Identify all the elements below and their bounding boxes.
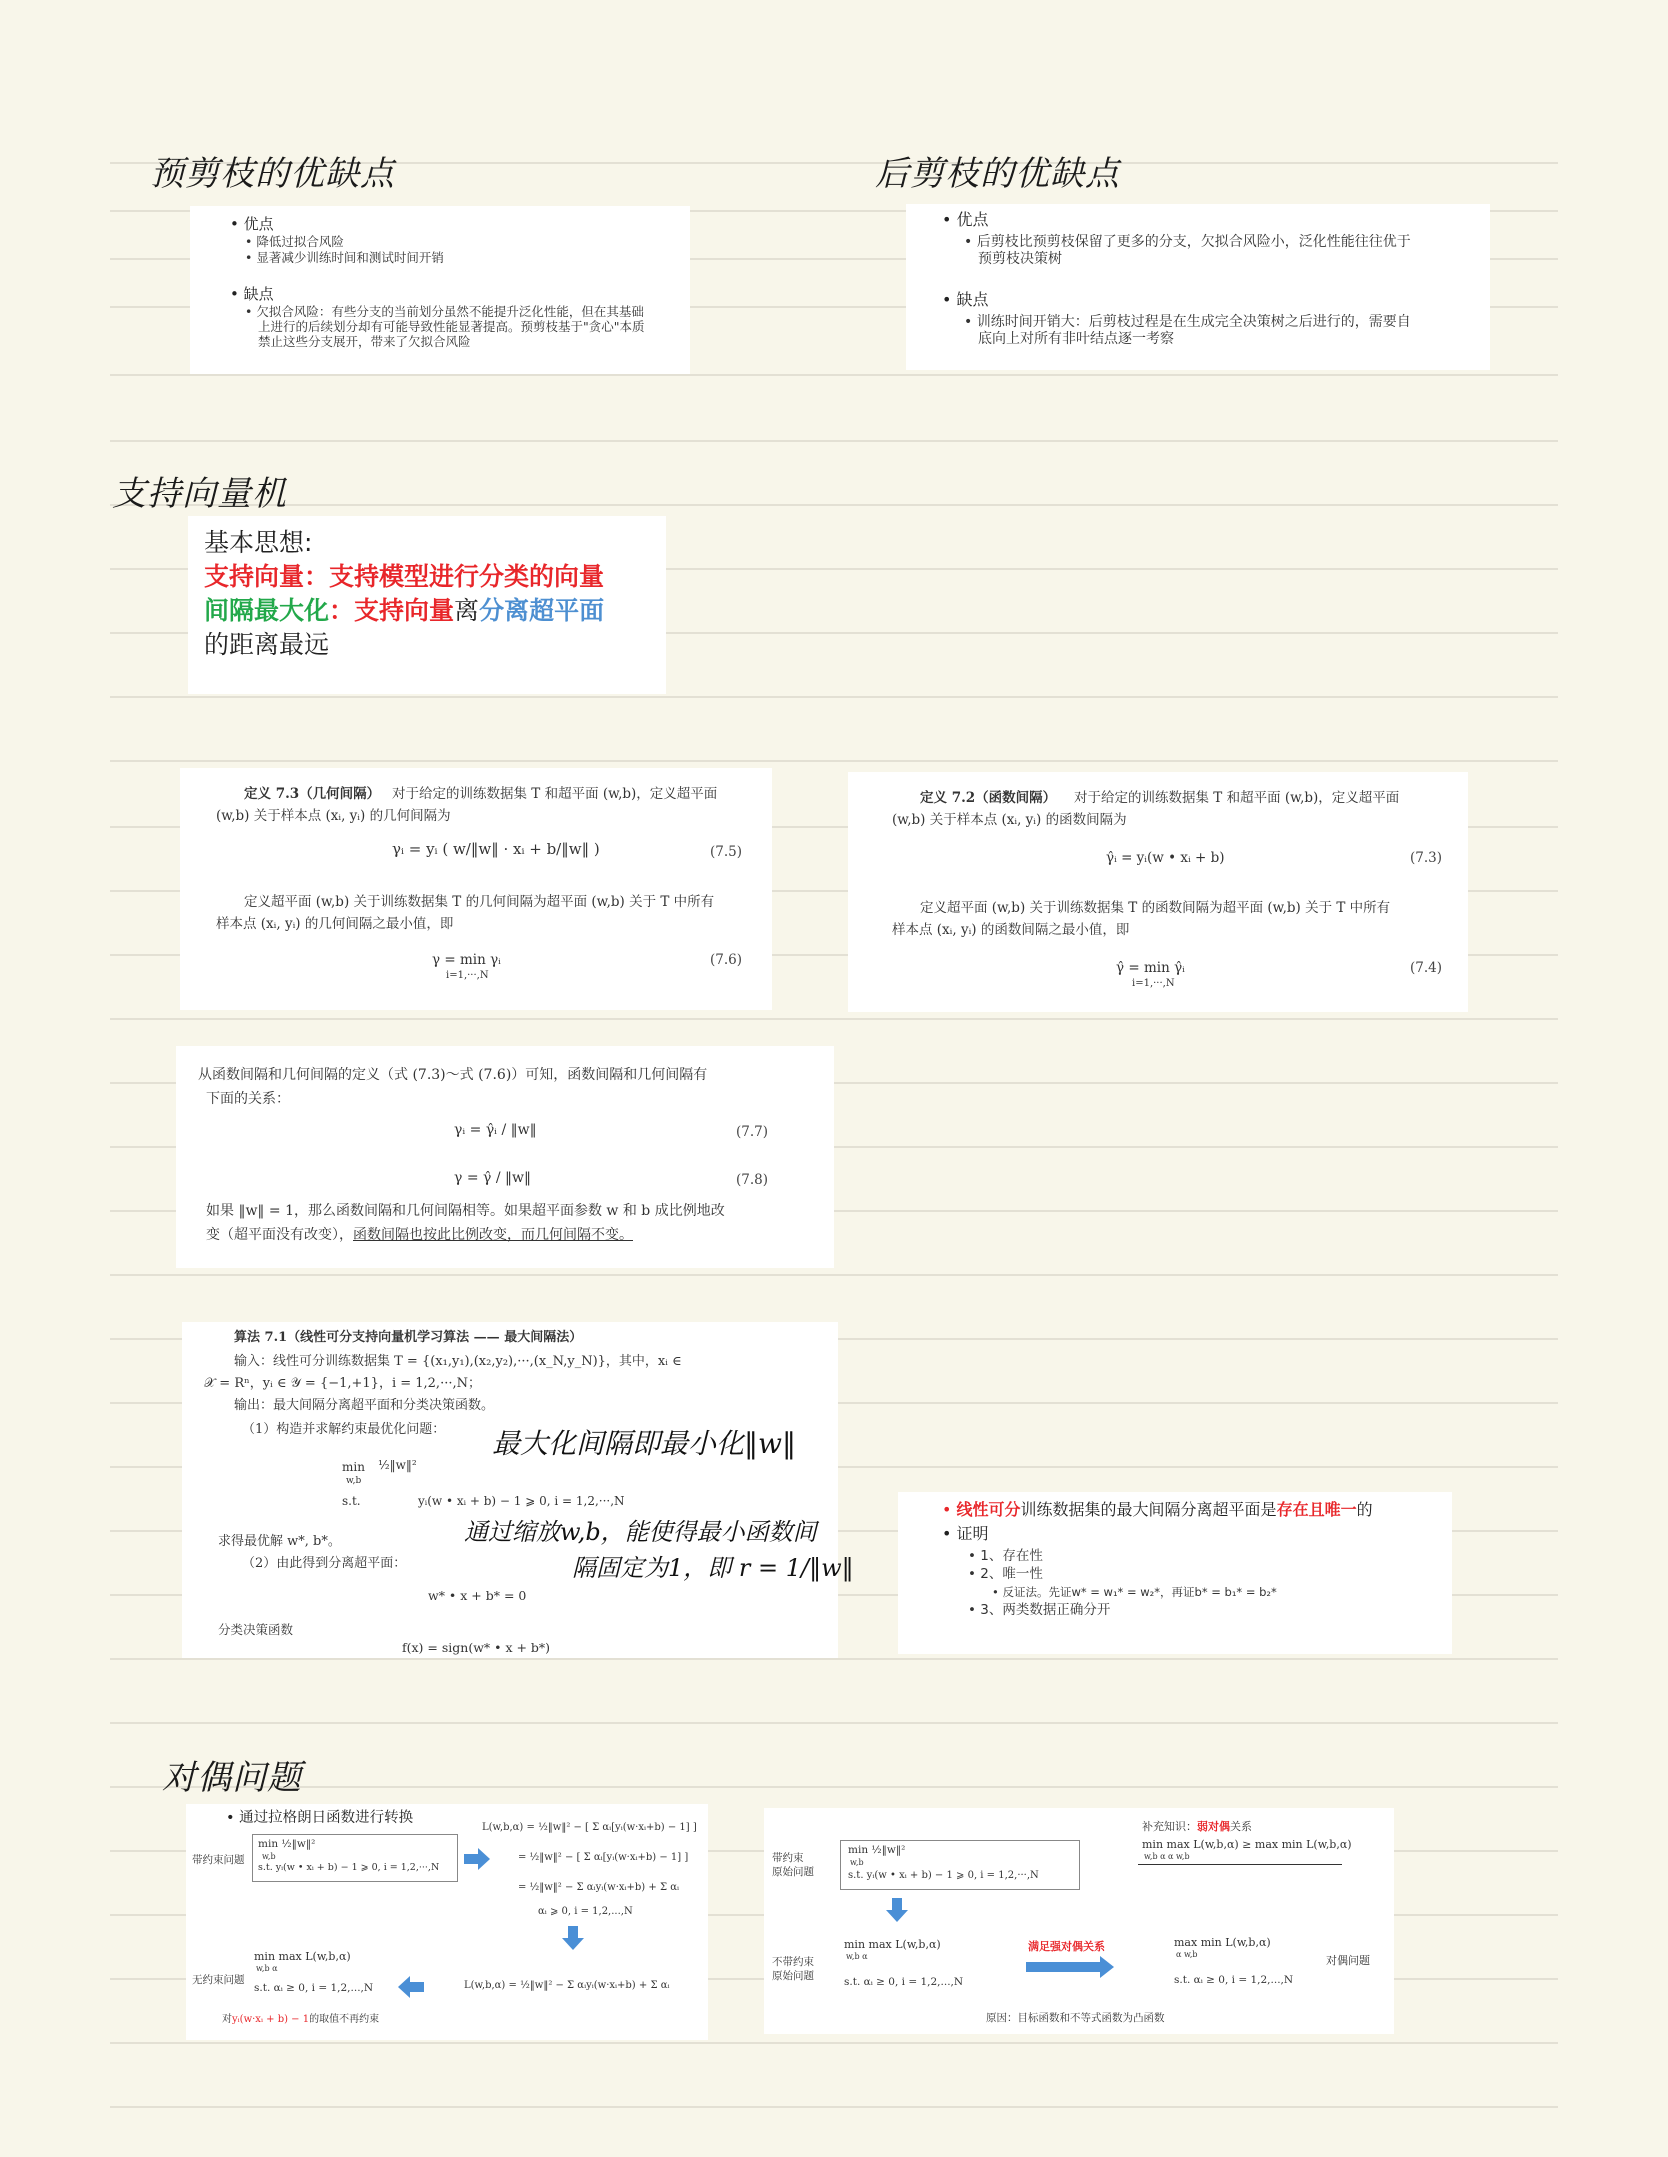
idea-line4: 的距离最远 bbox=[204, 630, 330, 659]
unconstrained-label: 无约束问题 bbox=[192, 1974, 245, 1986]
orig-unconstrained-label: 不带约束 bbox=[772, 1956, 814, 1968]
primal-objective-sub: w,b bbox=[850, 1858, 864, 1867]
primal-objective: min ½‖w‖² bbox=[258, 1838, 316, 1850]
heading-postpruning: 后剪枝的优缺点 bbox=[875, 154, 1120, 194]
note-post: 的取值不再约束 bbox=[309, 2014, 380, 2025]
minmax-expression: min max L(w,b,α) bbox=[254, 1950, 351, 1963]
cons-title: • 缺点 bbox=[942, 290, 989, 309]
algo-title: 算法 7.1（线性可分支持向量机学习算法 —— 最大间隔法） bbox=[234, 1330, 583, 1345]
relation-text: 从函数间隔和几何间隔的定义（式 (7.3)～式 (7.6)）可知，函数间隔和几何间隔有 bbox=[198, 1067, 708, 1083]
equation: γ = γ̂ / ‖w‖ bbox=[454, 1170, 531, 1186]
ruled-line bbox=[110, 2106, 1558, 2108]
def-title: 定义 7.3（几何间隔） bbox=[244, 786, 381, 802]
algo-text: 输出：最大间隔分离超平面和分类决策函数。 bbox=[234, 1398, 495, 1413]
algo-min-sub: w,b bbox=[346, 1476, 362, 1486]
algo-st: s.t. bbox=[342, 1494, 361, 1508]
def-text: 定义超平面 (w,b) 关于训练数据集 T 的几何间隔为超平面 (w,b) 关于 T 中所有 bbox=[244, 894, 715, 910]
idea-line2 bbox=[204, 560, 604, 594]
proof-subitem: • 反证法。先证w* = w₁* = w₂*，再证b* = b₁* = b₂* bbox=[992, 1585, 1277, 1599]
proof-item: • 2、唯一性 bbox=[968, 1566, 1043, 1582]
ruled-line bbox=[110, 1722, 1558, 1724]
pros-item: • 降低过拟合风险 bbox=[245, 234, 344, 249]
algo-objective: ½‖w‖² bbox=[378, 1458, 417, 1472]
cons-line: • 训练时间开销大：后剪枝过程是在生成完全决策树之后进行的，需要自 bbox=[964, 314, 1411, 330]
equation: w* • x + b* = 0 bbox=[428, 1588, 527, 1603]
def-text: 对于给定的训练数据集 T 和超平面 (w,b)，定义超平面 bbox=[1074, 790, 1400, 806]
equation: γ = min γᵢ bbox=[432, 952, 501, 968]
algo-text: 𝒳 = Rⁿ，yᵢ ∈ 𝒴 = {−1,+1}，i = 1,2,···,N； bbox=[204, 1376, 481, 1391]
algo-text: （2）由此得到分离超平面： bbox=[242, 1556, 407, 1571]
heading-prepruning: 预剪枝的优缺点 bbox=[150, 154, 395, 194]
lagrangian-line: = ½‖w‖² − [ Σ αᵢ[yᵢ(w·xᵢ+b) − 1] ] bbox=[518, 1852, 689, 1863]
relation-text bbox=[206, 1224, 633, 1244]
alpha-constraint: s.t. αᵢ ≥ 0, i = 1,2,...,N bbox=[254, 1982, 374, 1994]
ruled-line bbox=[110, 1274, 1558, 1276]
def-geometric-margin bbox=[180, 768, 772, 1010]
lagrange-card bbox=[186, 1804, 708, 2040]
handwritten-note: 通过缩放w,b，能使得最小函数间 bbox=[464, 1518, 817, 1546]
maxmin-sub: α w,b bbox=[1176, 1950, 1198, 1959]
primal-constraint: s.t. yᵢ(w • xᵢ + b) − 1 ⩾ 0, i = 1,2,···,N bbox=[848, 1870, 1039, 1881]
equation: γ̂ᵢ = yᵢ(w • xᵢ + b) bbox=[1106, 850, 1225, 866]
statement-mid: 训练数据集的最大间隔分离超平面是 bbox=[1020, 1500, 1277, 1519]
equation-number: (7.5) bbox=[710, 844, 743, 860]
svm-idea-card bbox=[188, 516, 666, 694]
equation: γᵢ = γ̂ᵢ / ‖w‖ bbox=[454, 1122, 537, 1138]
note-red: yᵢ(w·xᵢ + b) − 1 bbox=[232, 2014, 310, 2025]
relation-text-a: 变（超平面没有改变）， bbox=[206, 1227, 353, 1243]
minmax-sub: w,b α bbox=[256, 1964, 278, 1973]
statement-end: 的 bbox=[1356, 1500, 1373, 1519]
pros-line: 预剪枝决策树 bbox=[978, 251, 1062, 267]
equation: γ̂ = min γ̂ᵢ bbox=[1116, 960, 1185, 976]
maxmin-expression: max min L(w,b,α) bbox=[1174, 1936, 1271, 1949]
colon: ： bbox=[329, 596, 355, 625]
ruled-line bbox=[110, 440, 1558, 442]
cons-line: 底向上对所有非叶结点逐一考察 bbox=[978, 331, 1174, 347]
cons-line: 禁止这些分支展开，带来了欠拟合风险 bbox=[258, 334, 471, 349]
supp-red: 弱对偶 bbox=[1197, 1820, 1230, 1833]
linear-separable: 线性可分 bbox=[956, 1500, 1021, 1519]
equation-subscript: i=1,···,N bbox=[446, 970, 489, 981]
margin-term: 间隔最大化 bbox=[204, 596, 330, 625]
orig-constrained-label: 带约束 bbox=[772, 1852, 804, 1864]
equation-number: (7.7) bbox=[736, 1124, 769, 1140]
equation-number: (7.4) bbox=[1410, 960, 1443, 976]
def-text: 样本点 (xᵢ, yᵢ) 的函数间隔之最小值，即 bbox=[892, 922, 1130, 938]
hyperplane-term: 分离超平面 bbox=[479, 596, 605, 625]
relation-text: 如果 ‖w‖ = 1，那么函数间隔和几何间隔相等。如果超平面参数 w 和 b 成比例地改 bbox=[206, 1203, 725, 1219]
weak-duality-sub: w,b α α w,b bbox=[1144, 1852, 1190, 1861]
ruled-line bbox=[110, 760, 1558, 762]
weak-underline bbox=[1138, 1864, 1342, 1865]
cons-line: 上进行的后续划分却有可能导致性能显著提高。预剪枝基于"贪心"本质 bbox=[258, 319, 645, 334]
lagrangian-line: = ½‖w‖² − Σ αᵢyᵢ(w·xᵢ+b) + Σ αᵢ bbox=[518, 1882, 679, 1893]
ruled-line bbox=[110, 1018, 1558, 1020]
primal-objective-sub: w,b bbox=[262, 1852, 276, 1861]
exists-unique: 存在且唯一 bbox=[1276, 1500, 1357, 1519]
handwritten-note: 隔固定为1，即 r = 1/‖w‖ bbox=[572, 1554, 854, 1582]
lagrange-note bbox=[222, 2010, 379, 2025]
minmax-expression: min max L(w,b,α) bbox=[844, 1938, 941, 1951]
algo-constraint: yᵢ(w • xᵢ + b) − 1 ⩾ 0, i = 1,2,···,N bbox=[418, 1494, 625, 1508]
handwritten-note: 最大化间隔即最小化‖w‖ bbox=[492, 1427, 796, 1460]
cons-title: • 缺点 bbox=[230, 285, 274, 303]
uniqueness-statement bbox=[942, 1500, 1373, 1520]
alpha-constraint: s.t. αᵢ ≥ 0, i = 1,2,...,N bbox=[1174, 1974, 1294, 1986]
ruled-line bbox=[110, 504, 1558, 506]
pros-item: • 显著减少训练时间和测试时间开销 bbox=[245, 250, 444, 265]
def-text: 对于给定的训练数据集 T 和超平面 (w,b)，定义超平面 bbox=[392, 786, 718, 802]
margin-relation-card bbox=[176, 1046, 834, 1268]
prepruning-card bbox=[190, 206, 690, 374]
postpruning-card bbox=[906, 204, 1490, 370]
def-text: (w,b) 关于样本点 (xᵢ, yᵢ) 的几何间隔为 bbox=[216, 808, 451, 824]
equation-subscript: i=1,···,N bbox=[1132, 978, 1175, 989]
proof-item: • 3、两类数据正确分开 bbox=[968, 1602, 1111, 1618]
pros-line: • 后剪枝比预剪枝保留了更多的分支，欠拟合风险小，泛化性能往往优于 bbox=[964, 234, 1411, 250]
algo-text: 求得最优解 w*, b*。 bbox=[218, 1534, 341, 1549]
equation: γᵢ = yᵢ ( w/‖w‖ · xᵢ + b/‖w‖ ) bbox=[392, 840, 600, 858]
orig-constrained-label: 原始问题 bbox=[772, 1866, 814, 1878]
minmax-sub: w,b α bbox=[846, 1952, 868, 1961]
idea-line1: 基本思想: bbox=[204, 528, 313, 557]
cons-line: • 欠拟合风险：有些分支的当前划分虽然不能提升泛化性能，但在其基础 bbox=[245, 304, 644, 319]
sv-def: ：支持模型进行分类的向量 bbox=[304, 562, 605, 591]
equation-number: (7.8) bbox=[736, 1172, 769, 1188]
supp-pre: 补充知识： bbox=[1142, 1820, 1197, 1833]
reason-text: 原因：目标函数和不等式函数为凸函数 bbox=[986, 2012, 1165, 2024]
sv-ref: 支持向量 bbox=[354, 596, 455, 625]
supp-post: 关系 bbox=[1230, 1820, 1252, 1833]
def-text: 样本点 (xᵢ, yᵢ) 的几何间隔之最小值，即 bbox=[216, 916, 454, 932]
note-pre: 对 bbox=[222, 2014, 232, 2025]
equation-number: (7.3) bbox=[1410, 850, 1443, 866]
def-title: 定义 7.2（函数间隔） bbox=[920, 790, 1057, 806]
heading-svm: 支持向量机 bbox=[112, 474, 287, 514]
def-text: 定义超平面 (w,b) 关于训练数据集 T 的函数间隔为超平面 (w,b) 关于 T 中所有 bbox=[920, 900, 1391, 916]
relation-text-underlined: 函数间隔也按此比例改变，而几何间隔不变。 bbox=[353, 1227, 633, 1243]
idea-line3 bbox=[204, 594, 604, 628]
bullet: • bbox=[942, 1500, 957, 1519]
lagrangian-line: L(w,b,α) = ½‖w‖² − [ Σ αᵢ[yᵢ(w·xᵢ+b) − 1] ] bbox=[482, 1822, 697, 1833]
algo-min: min bbox=[342, 1460, 365, 1474]
sv-term: 支持向量 bbox=[204, 562, 305, 591]
ruled-line bbox=[110, 2042, 1558, 2044]
dual-label: 对偶问题 bbox=[1326, 1954, 1370, 1967]
supplement-note bbox=[1142, 1818, 1252, 1834]
lagrangian-line: αᵢ ⩾ 0, i = 1,2,...,N bbox=[538, 1906, 633, 1917]
equation: f(x) = sign(w* • x + b*) bbox=[402, 1640, 551, 1655]
weak-duality-expression: min max L(w,b,α) ≥ max min L(w,b,α) bbox=[1142, 1838, 1352, 1851]
pros-title: • 优点 bbox=[230, 215, 274, 233]
strong-duality-label: 满足强对偶关系 bbox=[1028, 1940, 1105, 1953]
def-functional-margin bbox=[848, 772, 1468, 1012]
duality-card bbox=[764, 1808, 1394, 2034]
lagrangian-line: L(w,b,α) = ½‖w‖² − Σ αᵢyᵢ(w·xᵢ+b) + Σ αᵢ bbox=[464, 1980, 670, 1991]
ruled-line bbox=[110, 1786, 1558, 1788]
algo-text: （1）构造并求解约束最优化问题： bbox=[242, 1422, 446, 1437]
algorithm-card bbox=[182, 1322, 854, 1658]
constrained-label: 带约束问题 bbox=[192, 1854, 245, 1866]
lagrange-title: • 通过拉格朗日函数进行转换 bbox=[226, 1810, 414, 1826]
pros-title: • 优点 bbox=[942, 210, 989, 229]
proof-item: • 1、存在性 bbox=[968, 1548, 1043, 1564]
def-text: (w,b) 关于样本点 (xᵢ, yᵢ) 的函数间隔为 bbox=[892, 812, 1127, 828]
ruled-line bbox=[110, 696, 1558, 698]
equation-number: (7.6) bbox=[710, 952, 743, 968]
ruled-line bbox=[110, 374, 1558, 376]
relation-text: 下面的关系： bbox=[206, 1091, 290, 1107]
alpha-constraint: s.t. αᵢ ≥ 0, i = 1,2,...,N bbox=[844, 1976, 964, 1988]
li-text: 离 bbox=[454, 596, 480, 625]
heading-dual: 对偶问题 bbox=[162, 1758, 302, 1798]
orig-unconstrained-label: 原始问题 bbox=[772, 1970, 814, 1982]
uniqueness-card bbox=[898, 1492, 1452, 1654]
proof-title: • 证明 bbox=[942, 1524, 989, 1543]
algo-text: 分类决策函数 bbox=[218, 1622, 294, 1637]
ruled-line bbox=[110, 1658, 1558, 1660]
primal-constraint: s.t. yᵢ(w • xᵢ + b) − 1 ⩾ 0, i = 1,2,···,N bbox=[258, 1862, 440, 1873]
algo-text: 输入：线性可分训练数据集 T = {(x₁,y₁),(x₂,y₂),···,(x_N,y_N)}，其中，xᵢ ∈ bbox=[234, 1354, 682, 1369]
primal-objective: min ½‖w‖² bbox=[848, 1844, 906, 1856]
